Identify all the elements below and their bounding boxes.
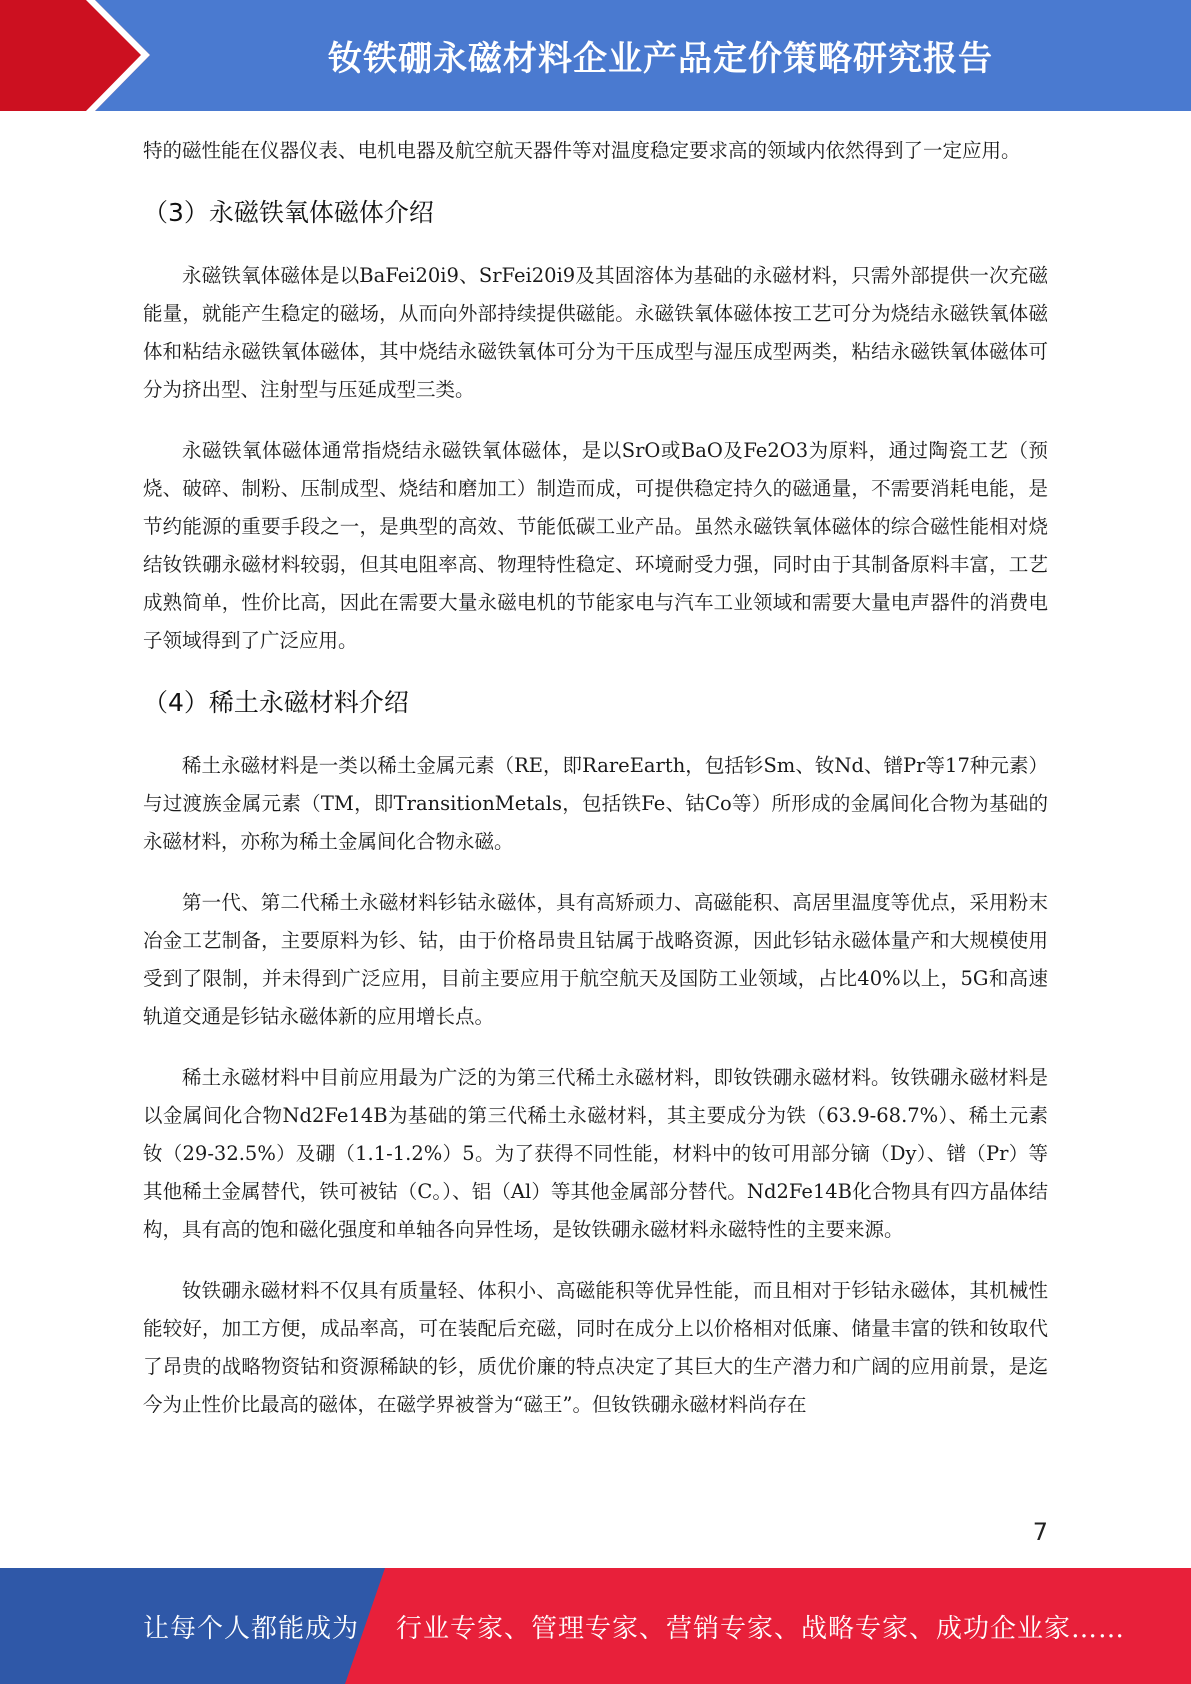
- footer-slogan-right: 行业专家、管理专家、营销专家、战略专家、成功企业家……: [396, 1613, 1126, 1644]
- page-number: 7: [1032, 1518, 1048, 1546]
- section-4-paragraph-2: 第一代、第二代稀土永磁材料钐钴永磁体，具有高矫顽力、高磁能积、高居里温度等优点，采用粉末冶金工艺制备，主要原料为钐、钴，由于价格昂贵且钴属于战略资源，因此钐钴永磁体量产和大规模使用受到了限制，并未得到广泛应用，目前主要应用于航空航天及国防工业领域，占比40%以上，5G和高速轨道交通是钐钴永磁体新的应用增长点。: [143, 891, 1048, 1028]
- page-header: [0, 0, 1191, 111]
- section-4-paragraph-3: 稀土永磁材料中目前应用最为广泛的为第三代稀土永磁材料，即钕铁硼永磁材料。钕铁硼永磁材料是以金属间化合物Nd2Fe14B为基础的第三代稀土永磁材料，其主要成分为铁（63.9-68.7%）、稀土元素钕（29-32.5%）及硼（1.1-1.2%）5。为了获得不同性能，材料中的钕可用部分镝（Dy）、镨（Pr）等其他稀土金属替代，铁可被钴（C。）、铝（Al）等其他金属部分替代。Nd2Fe14B化合物具有四方晶体结构，具有高的饱和磁化强度和单轴各向异性场，是钕铁硼永磁材料永磁特性的主要来源。: [143, 1066, 1048, 1241]
- document-body: [143, 132, 1048, 1447]
- intro-paragraph: 特的磁性能在仪器仪表、电机电器及航空航天器件等对温度稳定要求高的领域内依然得到了一定应用。: [143, 139, 1021, 162]
- section-4-heading: （4）稀土永磁材料介绍: [143, 688, 409, 717]
- section-3-paragraph-2: 永磁铁氧体磁体通常指烧结永磁铁氧体磁体，是以SrO或BaO及Fe2O3为原料，通过陶瓷工艺（预烧、破碎、制粉、压制成型、烧结和磨加工）制造而成，可提供稳定持久的磁通量，不需要消耗电能，是节约能源的重要手段之一，是典型的高效、节能低碳工业产品。虽然永磁铁氧体磁体的综合磁性能相对烧结钕铁硼永磁材料较弱，但其电阻率高、物理特性稳定、环境耐受力强，同时由于其制备原料丰富，工艺成熟简单，性价比高，因此在需要大量永磁电机的节能家电与汽车工业领域和需要大量电声器件的消费电子领域得到了广泛应用。: [143, 439, 1048, 652]
- section-4-paragraph-1: 稀土永磁材料是一类以稀土金属元素（RE，即RareEarth，包括钐Sm、钕Nd、镨Pr等17种元素）与过渡族金属元素（TM，即TransitionMetals，包括铁Fe、钴Co等）所形成的金属间化合物为基础的永磁材料，亦称为稀土金属间化合物永磁。: [143, 754, 1048, 853]
- page-footer: [0, 1568, 1191, 1684]
- section-4-paragraph-4: 钕铁硼永磁材料不仅具有质量轻、体积小、高磁能积等优异性能，而且相对于钐钴永磁体，其机械性能较好，加工方便，成品率高，可在装配后充磁，同时在成分上以价格相对低廉、储量丰富的铁和钕取代了昂贵的战略物资钴和资源稀缺的钐，质优价廉的特点决定了其巨大的生产潜力和广阔的应用前景，是迄今为止性价比最高的磁体，在磁学界被誉为“磁王”。但钕铁硼永磁材料尚存在: [143, 1279, 1048, 1416]
- section-3-heading: （3）永磁铁氧体磁体介绍: [143, 198, 434, 227]
- section-3-paragraph-1: 永磁铁氧体磁体是以BaFei20i9、SrFei20i9及其固溶体为基础的永磁材料，只需外部提供一次充磁能量，就能产生稳定的磁场，从而向外部持续提供磁能。永磁铁氧体磁体按工艺可分为烧结永磁铁氧体磁体和粘结永磁铁氧体磁体，其中烧结永磁铁氧体可分为干压成型与湿压成型两类，粘结永磁铁氧体磁体可分为挤出型、注射型与压延成型三类。: [143, 264, 1048, 401]
- header-chevron-graphic: [0, 0, 160, 111]
- footer-slogan-left: 让每个人都能成为: [143, 1613, 360, 1644]
- report-title: 钕铁硼永磁材料企业产品定价策略研究报告: [328, 39, 993, 79]
